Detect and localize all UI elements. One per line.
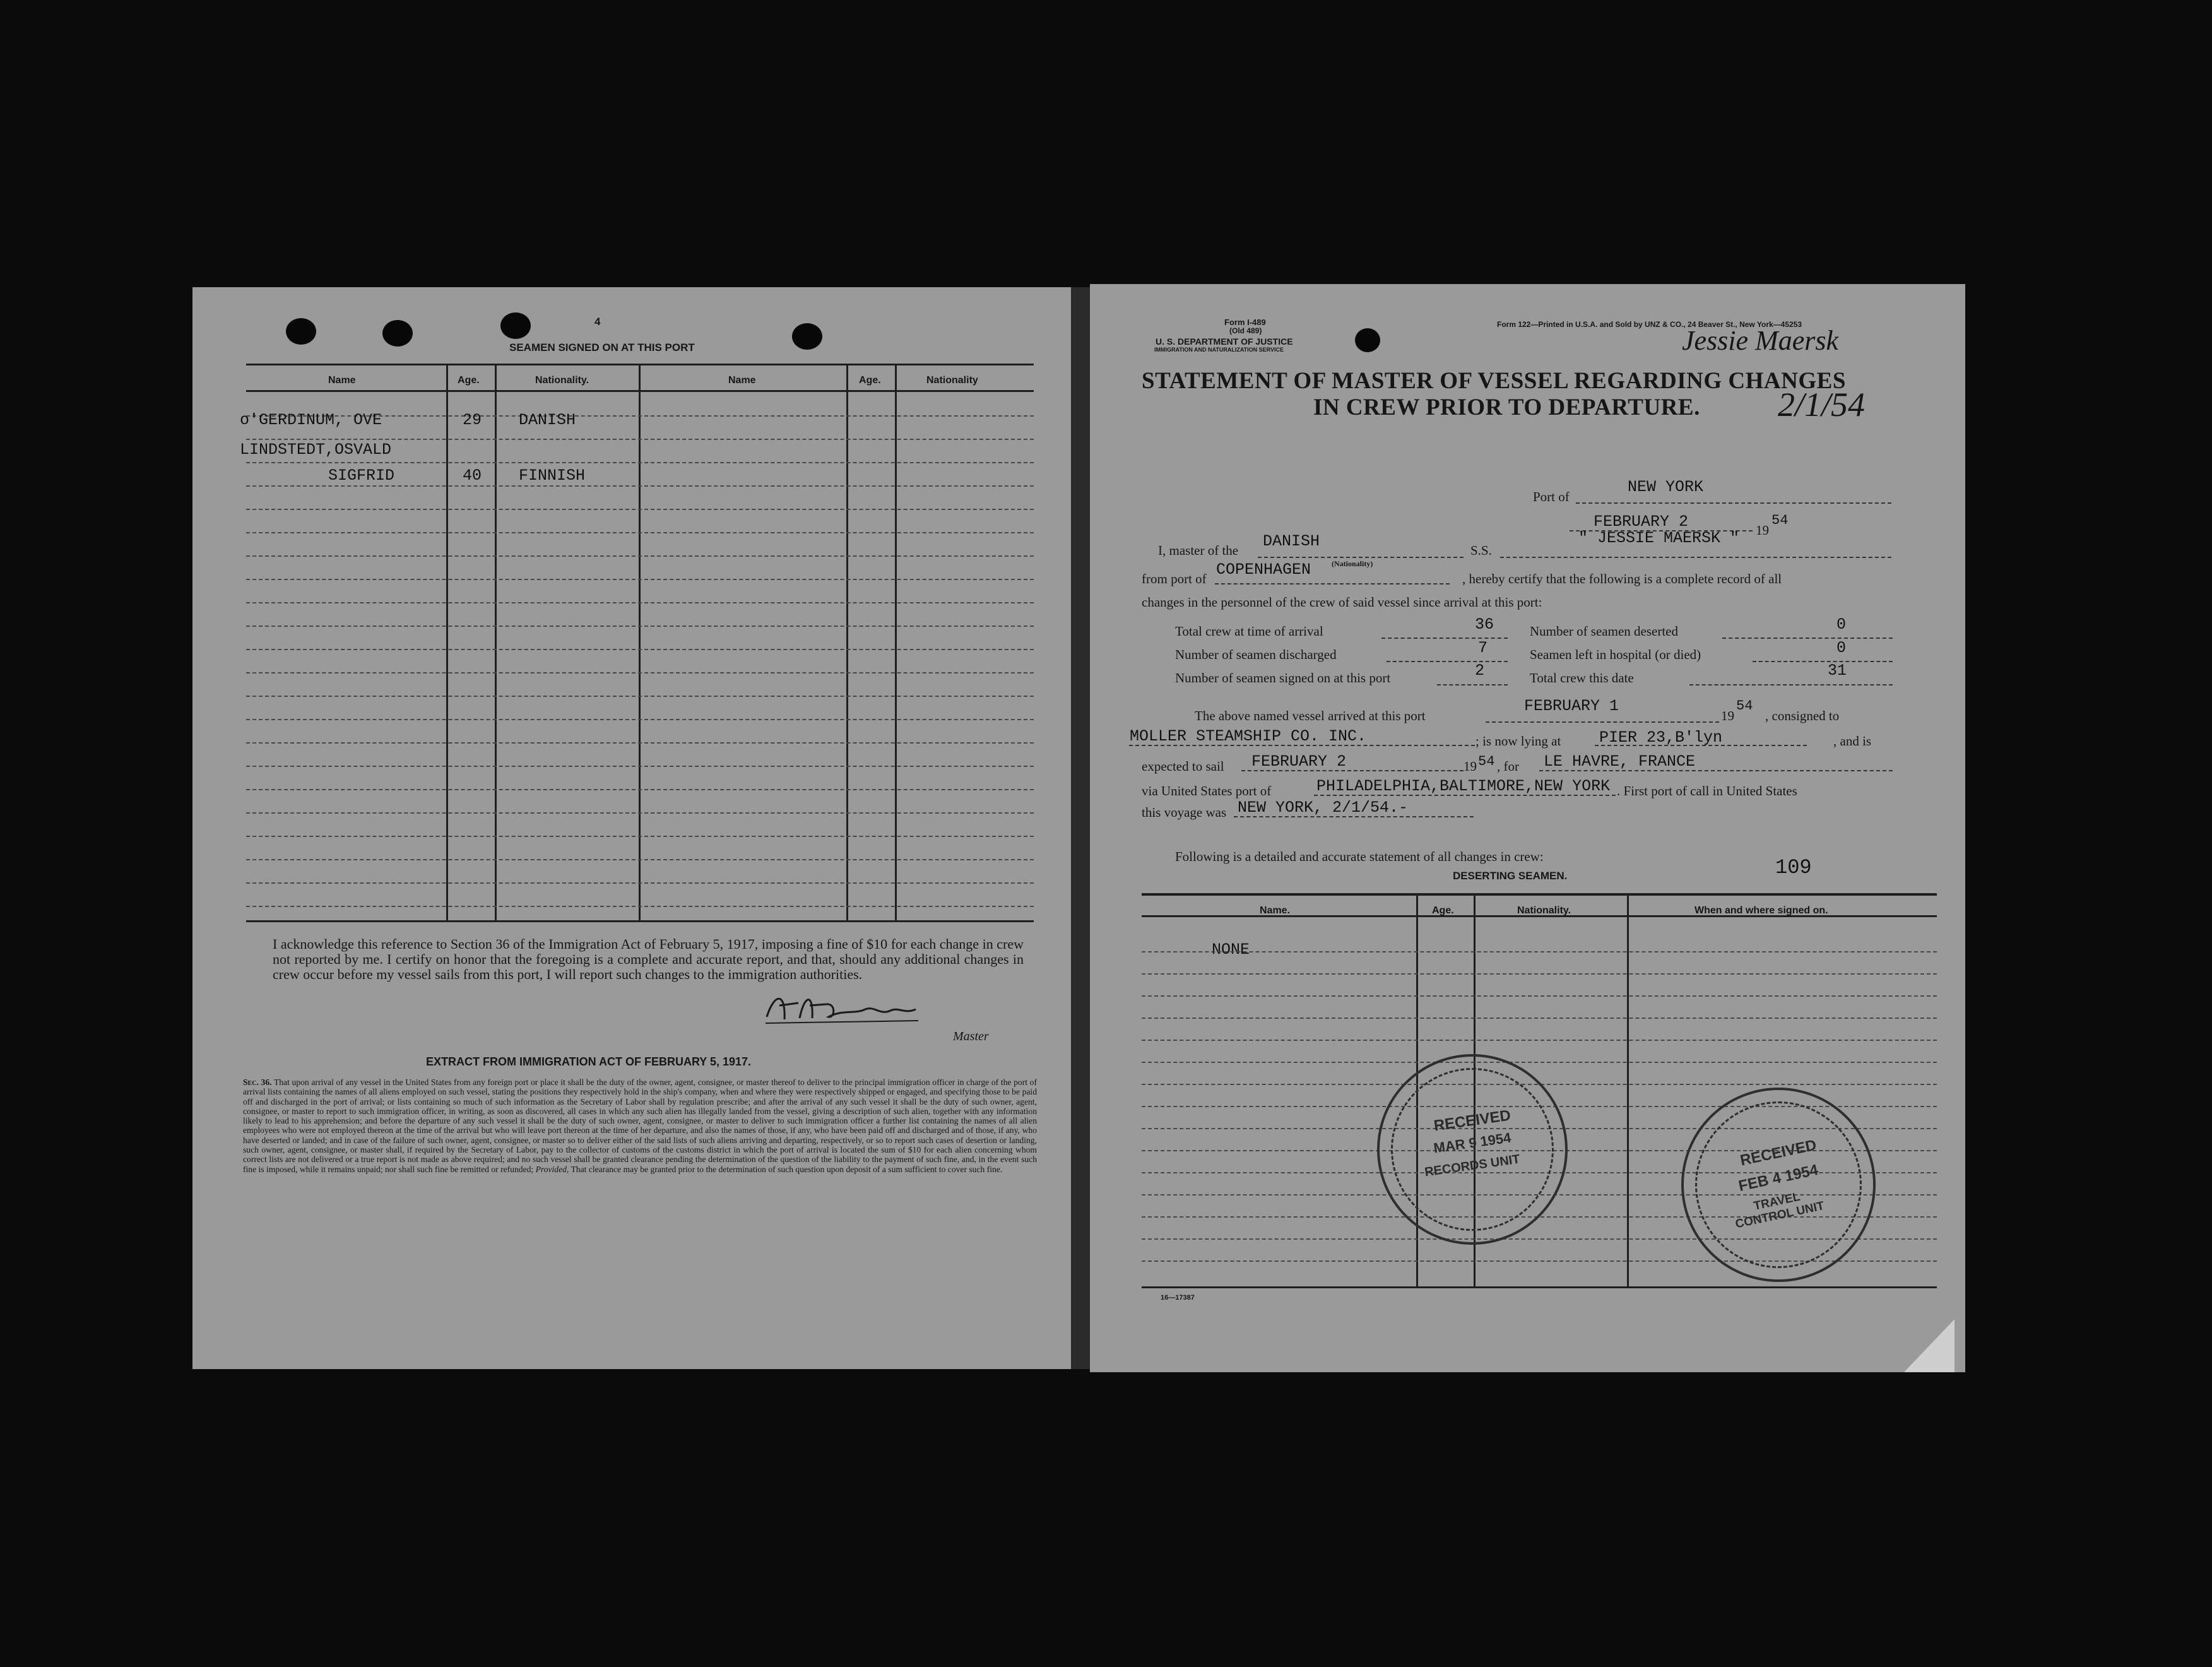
- extract-body: That upon arrival of any vessel in the United States from any foreign port or place it shall be the duty of the owner, agent, consignee, or master thereof to deliver to the principal immigration officer in charge of the port of arrival lists containing the names of all aliens employed on such vessel, stating the positions they respectively hold in the ship's company, when and where they were respectively shipped or engaged, and specifying those to be paid off and discharged in the port of arrival; or lists containing so much of such information as the Secretary of Labor shall by regulation prescribe; and after the arrival of any such vessel it shall be the duty of such owner, agent, consignee, or master to report to such immigration officer, in writing, as soon as discovered, all cases in which any such alien has illegally landed from the vessel, giving a description of such alien, together with any information likely to lead to his apprehension; and before the departure of any such vessel it shall be the duty of such owner, agent, consignee, or master to deliver to such immigration officer a further list containing the names of all alien employees who were not employed thereon at the time of the arrival but who will leave port thereon at the time of her departure, and also the names of those, if any, who have been paid off and discharged and of those, if any, who have deserted or landed; and in case of the failure of such owner, agent, consignee, or master so to deliver either of the said lists of such aliens arriving and departing, respectively, or so to report such cases of desertion or landing, such owner, agent, consignee, or master shall, if required by the Secretary of Labor, pay to the collector of customs of the customs district in which the port of arrival is located the sum of $10 for each alien concerning whom correct lists are not delivered or a true report is not made as above required; and no such vessel shall be granted clearance pending the determination of the question of the liability to the payment of such fine, and, in the event such fine is imposed, while it remains unpaid; nor shall such fine be remitted or refunded;: [243, 1077, 1037, 1174]
- row-rule: [246, 626, 1034, 627]
- signed-on-value: 2: [1475, 661, 1485, 680]
- row-rule: [246, 485, 1034, 487]
- form-title: STATEMENT OF MASTER OF VESSEL REGARDING CHANGES: [1142, 368, 1846, 394]
- arrived-value: FEBRUARY 1: [1524, 697, 1619, 715]
- ss-label: S.S.: [1470, 543, 1492, 558]
- row-rule: [1142, 1040, 1937, 1041]
- via-value: PHILADELPHIA,BALTIMORE,NEW YORK: [1316, 777, 1611, 795]
- year-prefix: 19: [1756, 523, 1769, 538]
- travel-control-stamp: [1681, 1088, 1876, 1282]
- page-number: 4: [594, 316, 601, 328]
- deserting-title: DESERTING SEAMEN.: [1453, 870, 1568, 882]
- punch-hole: [1355, 328, 1380, 352]
- voyage-value: NEW YORK, 2/1/54.-: [1238, 798, 1409, 817]
- port-value: NEW YORK: [1628, 478, 1704, 496]
- port-label: Port of: [1533, 489, 1570, 504]
- consignee-underline: [1129, 745, 1475, 746]
- column-header: Name: [328, 375, 356, 386]
- changes-text: changes in the personnel of the crew of said vessel since arrival at this port:: [1142, 595, 1542, 610]
- column-divider: [895, 365, 897, 920]
- reference-number: 109: [1775, 856, 1812, 879]
- records-unit-stamp: [1377, 1054, 1568, 1245]
- nationality-underline: [1258, 557, 1464, 558]
- expected-year-prefix: 19: [1464, 759, 1477, 774]
- folded-corner: [1904, 1319, 1955, 1372]
- row-rule: [246, 462, 1034, 463]
- extract-tail: That clearance may be granted prior to the determination of such question upon deposit of a sum sufficient to cover such fine.: [571, 1164, 1003, 1174]
- table-bottom-rule: [246, 920, 1034, 922]
- column-divider: [846, 365, 848, 920]
- row-rule: [246, 602, 1034, 603]
- from-port-label: from port of: [1142, 571, 1207, 586]
- total-date-value: 31: [1828, 661, 1847, 680]
- seaman-nationality: DANISH: [519, 411, 576, 429]
- via-label: via United States port of: [1142, 783, 1272, 798]
- seaman-age: 40: [463, 466, 482, 485]
- total-arrival-value: 36: [1475, 615, 1494, 634]
- row-rule: [1142, 1062, 1937, 1063]
- deserting-col-when-where: When and where signed on.: [1694, 905, 1828, 916]
- punch-hole: [792, 323, 822, 350]
- lying-value: PIER 23,B'lyn: [1599, 728, 1723, 747]
- expected-year: 54: [1478, 754, 1495, 769]
- from-port-underline: [1215, 583, 1450, 584]
- arrived-year-prefix: 19: [1721, 708, 1734, 723]
- via-underline: [1314, 795, 1616, 796]
- row-rule: [246, 766, 1034, 767]
- expected-value: FEBRUARY 2: [1251, 752, 1347, 771]
- row-rule: [246, 719, 1034, 720]
- section-title: SEAMEN SIGNED ON AT THIS PORT: [509, 341, 695, 353]
- right-page: [1090, 284, 1984, 1372]
- stamp-unit: RECORDS UNIT: [1424, 1152, 1521, 1180]
- row-rule: [246, 882, 1034, 884]
- signed-on-label: Number of seamen signed on at this port: [1175, 670, 1391, 685]
- row-rule: [1142, 1017, 1937, 1019]
- master-of-label: I, master of the: [1158, 543, 1239, 558]
- row-rule: [246, 579, 1034, 580]
- first-port-label: . First port of call in United States: [1617, 783, 1797, 798]
- stamp-date: MAR 9 1954: [1433, 1129, 1512, 1156]
- form-id: Form I-489: [1224, 317, 1266, 327]
- column-header: Nationality.: [535, 375, 589, 386]
- nationality-caption: (Nationality): [1332, 559, 1373, 568]
- port-underline: [1576, 502, 1891, 504]
- row-rule: [246, 555, 1034, 557]
- lying-label: ; is now lying at: [1476, 733, 1561, 749]
- consigned-label: , consigned to: [1765, 708, 1840, 723]
- expected-underline: [1241, 770, 1464, 771]
- stat-underline: [1437, 684, 1508, 685]
- arrived-year: 54: [1736, 698, 1753, 714]
- voyage-underline: [1234, 816, 1474, 817]
- nationality-value: DANISH: [1263, 532, 1320, 550]
- left-page: [192, 287, 1071, 1369]
- deserting-row-name: NONE: [1212, 940, 1250, 959]
- stat-underline: [1722, 638, 1893, 639]
- and-is-label: , and is: [1833, 733, 1872, 749]
- seaman-name: o'GERDINUM, OVE: [240, 411, 382, 429]
- seaman-name: SIGFRID: [328, 466, 395, 485]
- deserted-label: Number of seamen deserted: [1530, 624, 1678, 639]
- certify-text: , hereby certify that the following is a complete record of all: [1462, 571, 1782, 586]
- deserting-bottom-rule: [1142, 1286, 1937, 1288]
- arrived-underline: [1486, 721, 1719, 723]
- stat-underline: [1753, 661, 1893, 662]
- consignee-value: MOLLER STEAMSHIP CO. INC.: [1130, 727, 1367, 745]
- stat-underline: [1689, 684, 1893, 685]
- year-suffix: 54: [1771, 513, 1789, 528]
- following-text: Following is a detailed and accurate statement of all changes in crew:: [1175, 849, 1544, 864]
- stamp-unit: TRAVEL CONTROL UNIT: [1734, 1190, 1826, 1231]
- column-header: Age.: [458, 375, 480, 386]
- date-value: FEBRUARY 2: [1594, 513, 1689, 531]
- row-rule: [246, 906, 1034, 907]
- punch-hole: [500, 312, 531, 339]
- handwritten-date: 2/1/54: [1778, 386, 1866, 424]
- seaman-name: LINDSTEDT,OSVALD: [240, 441, 392, 459]
- for-label: , for: [1497, 759, 1519, 774]
- voyage-label: this voyage was: [1142, 805, 1227, 820]
- destination-underline: [1539, 770, 1893, 771]
- discharged-value: 7: [1478, 639, 1488, 657]
- master-signature: [760, 987, 925, 1031]
- form-title-line2: IN CREW PRIOR TO DEPARTURE.: [1313, 395, 1700, 420]
- extract-lead: Sec. 36.: [243, 1077, 272, 1087]
- discharged-label: Number of seamen discharged: [1175, 647, 1337, 662]
- column-divider: [495, 365, 497, 920]
- total-arrival-label: Total crew at time of arrival: [1175, 624, 1323, 639]
- punch-hole: [382, 320, 413, 347]
- service: IMMIGRATION AND NATURALIZATION SERVICE: [1154, 347, 1284, 353]
- total-date-label: Total crew this date: [1530, 670, 1634, 685]
- row-rule: [246, 672, 1034, 673]
- row-rule: [246, 532, 1034, 533]
- form-id-old: (Old 489): [1229, 326, 1262, 335]
- department: U. S. DEPARTMENT OF JUSTICE: [1156, 336, 1293, 347]
- master-label: Master: [953, 1029, 989, 1043]
- stamp-received: RECEIVED: [1739, 1136, 1818, 1170]
- vessel-value: " JESSIE MAERSK ": [1578, 529, 1740, 547]
- row-rule: [246, 812, 1034, 814]
- deserting-col-name: Name.: [1260, 905, 1291, 916]
- row-rule: [1142, 973, 1937, 975]
- stamp-date: FEB 4 1954: [1737, 1161, 1820, 1195]
- row-rule: [246, 439, 1034, 440]
- punch-hole: [286, 318, 316, 345]
- lying-underline: [1595, 745, 1807, 746]
- expected-label: expected to sail: [1142, 759, 1224, 774]
- handwritten-vessel: Jessie Maersk: [1682, 325, 1839, 356]
- extract-title: EXTRACT FROM IMMIGRATION ACT OF FEBRUARY 5, 1917.: [426, 1055, 752, 1068]
- deserting-col-age: Age.: [1432, 905, 1454, 916]
- acknowledgment-text: I acknowledge this reference to Section 36 of the Immigration Act of February 5, 1917, imposing a fine of $10 for each change in crew not reported by me. I certify on honor that the foregoing is a complete and accurate report, and that, should any additional changes in crew occur before my vessel sails from this port, I will report such changes to the immigration authorities.: [273, 936, 1024, 982]
- column-header: Age.: [859, 375, 881, 386]
- seaman-nationality: FINNISH: [519, 466, 586, 485]
- stat-underline: [1387, 661, 1508, 662]
- seaman-age: 29: [463, 411, 482, 429]
- hospital-value: 0: [1836, 639, 1847, 657]
- row-rule: [1142, 951, 1937, 952]
- row-rule: [1142, 995, 1937, 997]
- extract-provided: Provided,: [535, 1164, 569, 1174]
- from-port-value: COPENHAGEN: [1216, 561, 1311, 579]
- row-rule: [246, 789, 1034, 790]
- column-divider: [446, 365, 448, 920]
- footer-code: 16—17387: [1161, 1294, 1195, 1302]
- row-rule: [246, 696, 1034, 697]
- column-header: Nationality: [926, 375, 978, 386]
- column-divider: [639, 365, 641, 920]
- destination-value: LE HAVRE, FRANCE: [1544, 752, 1696, 771]
- deserted-value: 0: [1836, 615, 1847, 634]
- row-rule: [246, 859, 1034, 860]
- vessel-underline: [1500, 557, 1891, 558]
- right-edge-shadow: [1965, 284, 1984, 1372]
- row-rule: [246, 649, 1034, 650]
- stamp-received: RECEIVED: [1433, 1106, 1512, 1135]
- arrived-label: The above named vessel arrived at this port: [1195, 708, 1426, 723]
- column-divider: [1627, 894, 1629, 1286]
- binding-gutter: [1071, 287, 1090, 1369]
- extract-text: [243, 1077, 1037, 1174]
- column-header: Name: [728, 375, 756, 386]
- stat-underline: [1381, 638, 1508, 639]
- deserting-top-rule: [1142, 893, 1937, 896]
- row-rule: [246, 836, 1034, 837]
- deserting-col-nationality: Nationality.: [1517, 905, 1571, 916]
- printer-line: Form 122—Printed in U.S.A. and Sold by UNZ & CO., 24 Beaver St., New York—45253: [1497, 320, 1802, 329]
- row-rule: [246, 509, 1034, 510]
- hospital-label: Seamen left in hospital (or died): [1530, 647, 1701, 662]
- row-rule: [246, 742, 1034, 744]
